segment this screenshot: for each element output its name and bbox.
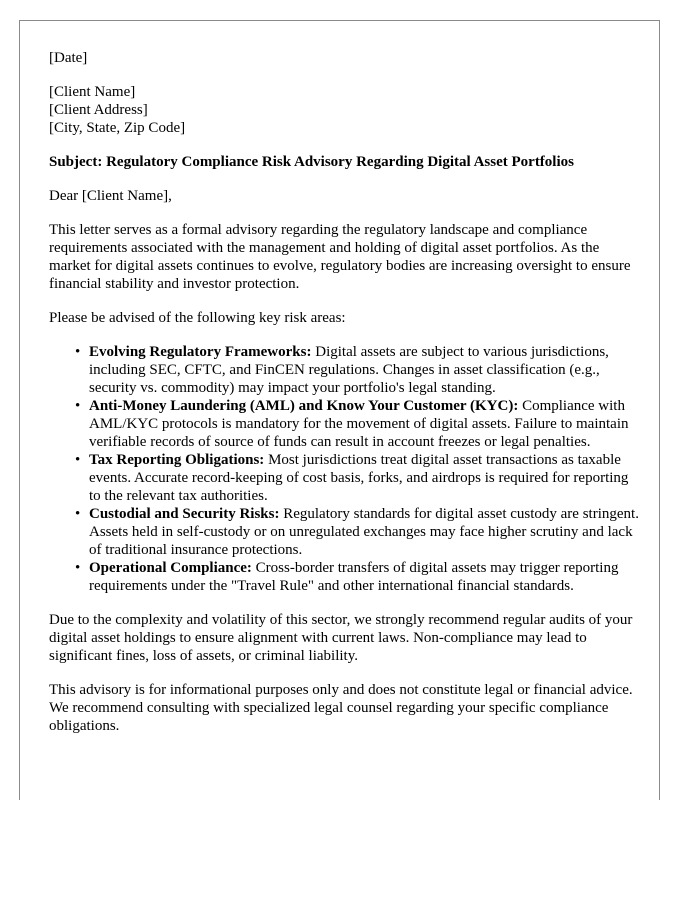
bullet-icon: • (75, 506, 81, 522)
risk-item (75, 559, 639, 595)
recipient-address (49, 83, 639, 137)
risk-text: Most jurisdictions treat digital asset transactions as taxable events. Accurate record-keeping of cost basis, forks, and airdrops is required for reporting to the relevant tax authorities. (89, 452, 629, 504)
list-intro: Please be advised of the following key risk areas: (49, 310, 346, 326)
bullet-icon: • (75, 560, 81, 576)
risk-title: Operational Compliance: (89, 560, 252, 576)
risk-item (75, 505, 639, 559)
bullet-icon: • (75, 344, 81, 360)
risk-text: Cross-border transfers of digital assets may trigger reporting requirements under the "Travel Rule" and other international financial standards. (89, 560, 619, 594)
client-name: [Client Name] (49, 84, 136, 100)
risk-item (75, 451, 639, 505)
risk-item (75, 343, 639, 397)
disclaimer-paragraph: This advisory is for informational purposes only and does not constitute legal or financial advice. We recommend consulting with specialized legal counsel regarding your specific compliance obligations. (49, 682, 633, 734)
risk-title: Tax Reporting Obligations: (89, 452, 265, 468)
risk-list (49, 343, 639, 595)
letter-body (49, 49, 639, 751)
risk-title: Anti-Money Laundering (AML) and Know Your Customer (KYC): (89, 398, 519, 414)
client-address: [Client Address] (49, 102, 148, 118)
salutation: Dear [Client Name], (49, 188, 172, 204)
risk-item (75, 397, 639, 451)
letter-date: [Date] (49, 50, 88, 66)
intro-paragraph: This letter serves as a formal advisory regarding the regulatory landscape and compliance requirements associated with the management and holding of digital asset portfolios. As the market for digital assets continues to evolve, regulatory bodies are increasing oversight to ensure financial stability and investor protection. (49, 222, 631, 292)
risk-title: Custodial and Security Risks: (89, 506, 280, 522)
letter-subject: Subject: Regulatory Compliance Risk Advisory Regarding Digital Asset Portfolios (49, 154, 574, 170)
recommendation-paragraph: Due to the complexity and volatility of this sector, we strongly recommend regular audits of your digital asset holdings to ensure alignment with current laws. Non-compliance may lead to significant fines, loss of assets, or criminal liability. (49, 612, 633, 664)
bullet-icon: • (75, 398, 81, 414)
bullet-icon: • (75, 452, 81, 468)
risk-text: Regulatory standards for digital asset custody are stringent. Assets held in self-custody or on unregulated exchanges may face higher scrutiny and lack of traditional insurance protections. (89, 506, 639, 558)
client-city-state-zip: [City, State, Zip Code] (49, 120, 186, 136)
risk-text: Compliance with AML/KYC protocols is mandatory for the movement of digital assets. Failure to maintain verifiable records of source of funds can result in account freezes or legal penalties. (89, 398, 629, 450)
risk-text: Digital assets are subject to various jurisdictions, including SEC, CFTC, and FinCEN regulations. Changes in asset classification (e.g., security vs. commodity) may impact your portfolio's legal standing. (89, 344, 609, 396)
letter-page (19, 20, 660, 800)
risk-title: Evolving Regulatory Frameworks: (89, 344, 312, 360)
